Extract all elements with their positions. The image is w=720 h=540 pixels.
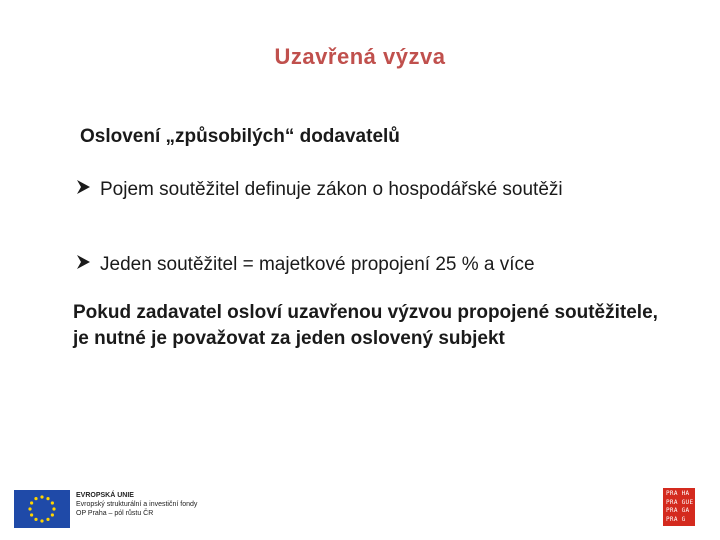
eu-star [30,513,33,516]
eu-star [46,518,49,521]
arrow-bullet-icon [76,253,94,278]
eu-star [34,497,37,500]
eu-logo-line: EVROPSKÁ UNIE [76,492,134,499]
eu-star [28,507,31,510]
praha-logo-line: PRA G [666,515,686,523]
eu-star [51,513,54,516]
praha-logo-line: PRA HA [666,490,690,497]
eu-logo [14,490,214,528]
slide-subtitle: Oslovení „způsobilých“ dodavatelů [80,126,400,147]
eu-star [46,497,49,500]
slide-title: Uzavřená výzva [274,44,446,69]
praha-logo-line: PRA GUE [666,498,694,506]
bullet-text: Jeden soutěžitel = majetkové propojení 25 % a více [100,254,535,275]
arrow-bullet-icon [76,178,94,203]
eu-flag-icon [14,490,70,528]
eu-star [52,507,55,510]
eu-logo-line: Evropský strukturální a investiční fondy [76,501,198,508]
conclusion-paragraph: Pokud zadavatel osloví uzavřenou výzvou propojené soutěžitele, je nutné je považovat za jeden oslovený subjekt [73,302,658,349]
eu-star [30,501,33,504]
eu-star [40,519,43,522]
eu-logo-line: OP Praha – pól růstu ČR [76,510,154,517]
praha-logo-line: PRA GA [666,507,690,514]
bullet-text: Pojem soutěžitel definuje zákon o hospodářské soutěži [100,179,563,200]
eu-logo-text [76,491,197,518]
praha-logo-icon [663,488,695,526]
eu-star [34,518,37,521]
eu-star [51,501,54,504]
eu-star [40,495,43,498]
